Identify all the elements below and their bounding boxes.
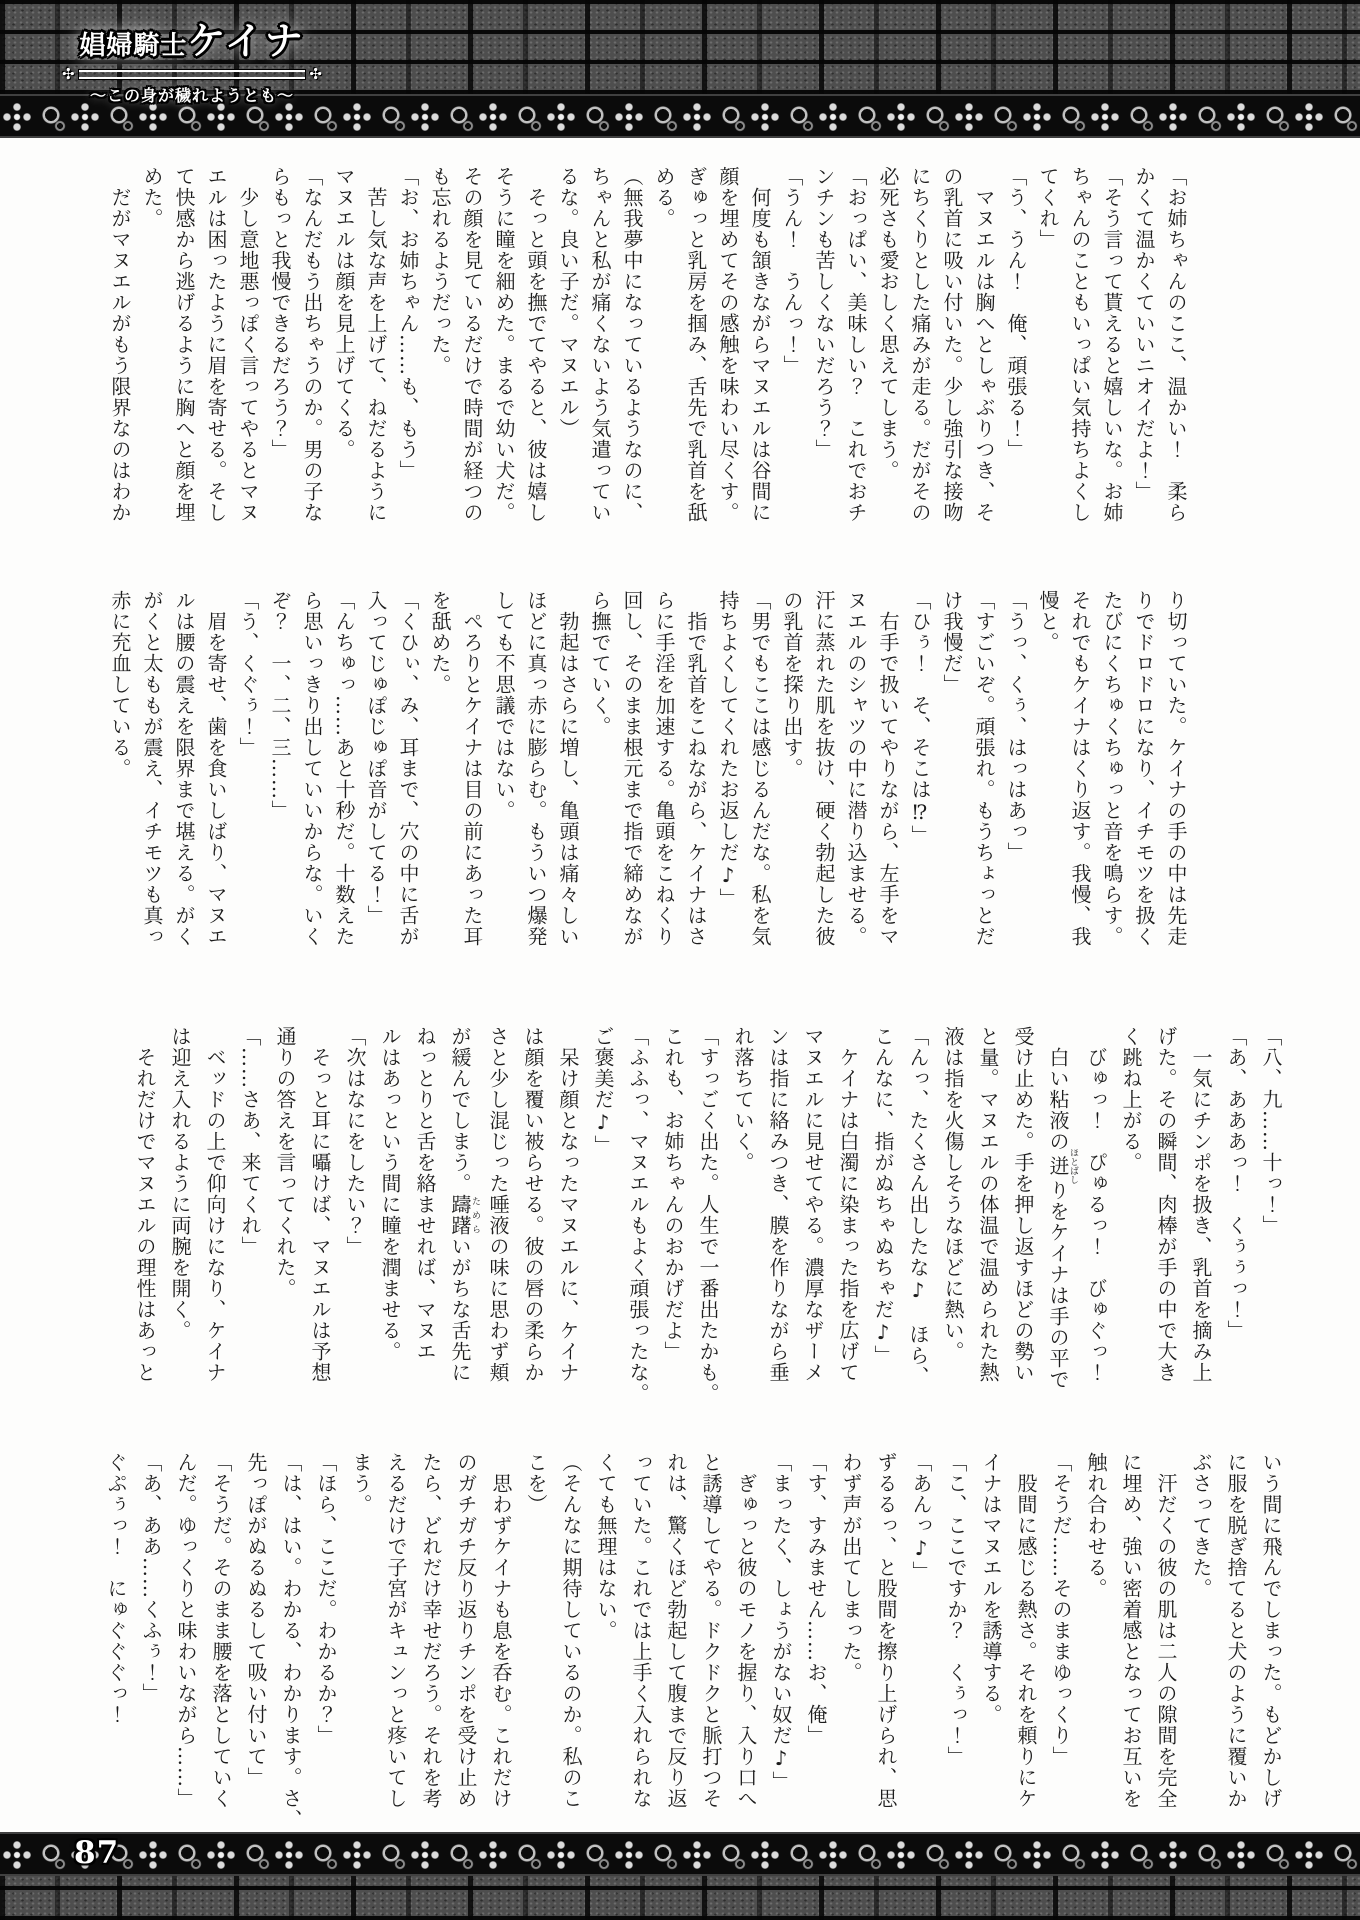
text-column: 「次はなにをしたい？」 — [343, 1026, 367, 1257]
text-column: 苦し気な声を上げて、ねだるように — [364, 166, 388, 523]
text-column: 「ふふっ、マヌエルもよく頑張ったな。 — [626, 1026, 650, 1404]
text-column: ぐぷぅっ！ にゅぐぐぐっ！ — [104, 1452, 128, 1725]
text-column: は迎え入れるように両腕を開く。 — [168, 1026, 192, 1341]
text-column: りでドロドロになり、イチモツを扱く — [1132, 590, 1156, 947]
text-column: 先っぽがぬるぬるして吸い付いて」 — [244, 1452, 268, 1788]
text-column: 「う、うん！ 俺、頑張る！」 — [1004, 166, 1028, 460]
text-column: こを） — [524, 1452, 548, 1515]
text-column: ちゃんのこともいっぱい気持ちよくし — [1068, 166, 1092, 523]
text-column: 少し意地悪っぽく言ってやるとマヌ — [236, 166, 260, 523]
text-column: マヌエルは顔を見上げてくる。 — [332, 166, 356, 460]
text-column: イナはマヌエルを誘導する。 — [979, 1452, 1003, 1725]
text-column: 汗だくの彼の肌は二人の隙間を完全 — [1154, 1452, 1178, 1809]
text-column: そうに瞳を細めた。まるで幼い犬だ。 — [492, 166, 516, 523]
title-divider — [62, 67, 322, 82]
text-column: 「んっ、たくさん出したな♪ ほら、 — [906, 1026, 930, 1387]
text-column: らに手淫を加速する。亀頭をこねくり — [652, 590, 676, 947]
text-column: れは、驚くほど勃起して腹まで反り返 — [664, 1452, 688, 1809]
text-column: そっと頭を撫でてやると、彼は嬉し — [524, 166, 548, 523]
text-column: ぺろりとケイナは目の前にあった耳 — [460, 590, 484, 947]
text-column: 液は指を火傷しそうなほどに熱い。 — [941, 1026, 965, 1362]
text-column: めた。 — [140, 166, 164, 229]
text-column: こんなに、指がぬちゃぬちゃだ♪」 — [871, 1026, 895, 1366]
text-column: マヌエルに見せてやる。濃厚なザーメ — [801, 1026, 825, 1383]
text-column: ら思いっきり出していいからな。いく — [300, 590, 324, 947]
text-band-3 — [127, 1026, 1288, 1442]
text-column: 「あ、あああっ！ くぅぅっ！」 — [1224, 1026, 1248, 1341]
text-column: ヌエルのシャツの中に潜り込ませる。 — [844, 590, 868, 947]
text-column: を舐めた。 — [428, 590, 452, 695]
text-column: 汗に蒸れた肌を抜け、硬く勃起した彼 — [812, 590, 836, 947]
text-column: 「すごいぞ。頑張れ。もうちょっとだ — [972, 590, 996, 947]
text-column: ケイナは白濁に染まった指を広げて — [836, 1026, 860, 1383]
text-column: 「すっごく出た。人生で一番出たかも。 — [696, 1026, 720, 1404]
text-column: かくて温かくていいニオイだよ！」 — [1132, 166, 1156, 502]
text-column: ぶさってきた。 — [1189, 1452, 1213, 1599]
text-column: 「は、はい。わかる、わかります。さ、 — [279, 1452, 303, 1830]
text-column: の乳首に吸い付いた。少し強引な接吻 — [940, 166, 964, 523]
text-column: たびにくちゅくちゅっと音を鳴らす。 — [1100, 590, 1124, 947]
text-column: 「んちゅっ……あと十秒だ。十数えた — [332, 590, 356, 947]
text-column: 「まったく、しょうがない奴だ♪」 — [769, 1452, 793, 1792]
text-column: 受け止めた。手を押し返すほどの勢い — [1011, 1026, 1035, 1383]
ornamental-border-bottom — [0, 1832, 1360, 1876]
text-column: 「うっ、くぅ、はっはあっ」 — [1004, 590, 1028, 863]
text-column: める。 — [652, 166, 676, 229]
text-column: け我慢だ」 — [940, 590, 964, 695]
divider-line — [79, 70, 306, 79]
text-column: これも、お姉ちゃんのおかげだよ」 — [661, 1026, 685, 1362]
text-column: 股間に感じる熱さ。それを頼りにケ — [1014, 1452, 1038, 1809]
text-column: マヌエルは胸へとしゃぶりつき、そ — [972, 166, 996, 523]
text-column: まう。 — [349, 1452, 373, 1515]
text-column: 「お姉ちゃんのここ、温かい！ 柔ら — [1164, 166, 1188, 523]
text-column: のガチガチ反り返りチンポを受け止め — [454, 1452, 478, 1809]
text-column: 「う、くぐぅ！」 — [236, 590, 260, 758]
text-column: 「おっぱい、美味しい？ これでおチ — [844, 166, 868, 523]
text-column: 「す、すみません……お、俺」 — [804, 1452, 828, 1746]
text-column: ら撫でていく。 — [588, 590, 612, 737]
text-column: んだ。ゆっくりと味わいながら……」 — [174, 1452, 198, 1809]
text-column: えるだけで子宮がキュンっと疼いてし — [384, 1452, 408, 1809]
text-column: ンチンも苦しくないだろう？」 — [812, 166, 836, 460]
text-column: 指で乳首をこねながら、ケイナはさ — [684, 590, 708, 947]
text-column: ルはあっという間に瞳を潤ませる。 — [378, 1026, 402, 1362]
text-column: ぞ？ 一、二、三……」 — [268, 590, 292, 821]
text-column: り切っていた。ケイナの手の中は先走 — [1164, 590, 1188, 947]
text-column: 「ほら、ここだ。わかるか？」 — [314, 1452, 338, 1746]
text-column: に服を脱ぎ捨てると犬のように覆いか — [1224, 1452, 1248, 1809]
text-column: れ落ちていく。 — [731, 1026, 755, 1173]
text-band-1 — [104, 166, 1192, 550]
text-column: 「そうだ。そのまま腰を落としていく — [209, 1452, 233, 1809]
text-column: 呆け顔となったマヌエルに、ケイナ — [556, 1026, 580, 1383]
text-band-2 — [104, 590, 1192, 976]
text-column: 必死さも愛おしく思えてしまう。 — [876, 166, 900, 481]
text-column: だがマヌエルがもう限界なのはわか — [108, 166, 132, 523]
page-subtitle: 〜この身が穢れようとも〜 — [89, 86, 294, 105]
text-column: 「男でもここは感じるんだな。私を気 — [748, 590, 772, 947]
text-column: っていた。これでは上手く入れられな — [629, 1452, 653, 1809]
title-block — [62, 10, 322, 106]
text-column: 持ちよくしてくれたお返しだ♪」 — [716, 590, 740, 909]
text-column: そっと耳に囁けば、マヌエルは予想 — [308, 1026, 332, 1383]
text-column: 回し、そのまま根元まで指で締めなが — [620, 590, 644, 947]
text-column: てくれ」 — [1036, 166, 1060, 250]
text-column: 「くひぃ、み、耳まで、穴の中に舌が — [396, 590, 420, 947]
text-column: は顔を覆い被らせる。彼の唇の柔らか — [521, 1026, 545, 1383]
text-column: 入ってじゅぽじゅぽ音がしてる！」 — [364, 590, 388, 926]
text-column: たら、どれだけ幸せだろう。それを考 — [419, 1452, 443, 1809]
text-column: エルは困ったように眉を寄せる。そし — [204, 166, 228, 523]
text-column: 顔を埋めてその感触を味わい尽くす。 — [716, 166, 740, 523]
text-column: く跳ね上がる。 — [1119, 1026, 1143, 1173]
text-column: 白い粘液の迸ほとばしりをケイナは手の平で — [1046, 1026, 1078, 1390]
text-column: ぎゅっと彼のモノを握り、入り口へ — [734, 1452, 758, 1809]
text-column: 思わずケイナも息を呑む。これだけ — [489, 1452, 513, 1809]
text-column: 「八、九……十っ！」 — [1259, 1026, 1283, 1236]
text-column: ご褒美だ♪」 — [591, 1026, 615, 1156]
text-column: それでもケイナはくり返す。我慢、我 — [1068, 590, 1092, 947]
text-column: と誘導してやる。ドクドクと脈打つそ — [699, 1452, 723, 1809]
text-column: ほどに真っ赤に膨らむ。もういつ爆発 — [524, 590, 548, 947]
text-column: 「そう言って貰えると嬉しいな。お姉 — [1100, 166, 1124, 523]
text-column: 「そうだ……そのままゆっくり」 — [1049, 1452, 1073, 1767]
text-column: ベッドの上で仰向けになり、ケイナ — [203, 1026, 227, 1383]
text-column: ぎゅっと乳房を掴み、舌先で乳首を舐 — [684, 166, 708, 523]
text-column: 右手で扱いてやりながら、左手をマ — [876, 590, 900, 947]
text-column: 赤に充血している。 — [108, 590, 132, 779]
text-column: ねっとりと舌を絡ませれば、マヌエ — [413, 1026, 437, 1362]
page-number: 87 — [74, 1835, 120, 1871]
title-prefix: 娼婦騎士 — [79, 31, 188, 61]
text-column: 眉を寄せ、歯を食いしばり、マヌエ — [204, 590, 228, 947]
text-column: 「うん！ うんっ！」 — [780, 166, 804, 376]
text-column: ちゃんと私が痛くないよう気遣ってい — [588, 166, 612, 523]
text-column: ずるるっ、と股間を擦り上げられ、思 — [874, 1452, 898, 1809]
text-column: それだけでマヌエルの理性はあっと — [133, 1026, 157, 1383]
text-column: 「お、お姉ちゃん……も、もう」 — [396, 166, 420, 481]
text-column: 何度も頷きながらマヌエルは谷間に — [748, 166, 772, 523]
text-column: げた。その瞬間、肉棒が手の中で大き — [1154, 1026, 1178, 1383]
text-column: 「あんっ♪」 — [909, 1452, 933, 1582]
text-column: に埋め、強い密着感となってお互いを — [1119, 1452, 1143, 1809]
title-name: ケイナ — [187, 18, 305, 63]
text-column: しても不思議ではない。 — [492, 590, 516, 821]
text-band-4 — [98, 1452, 1288, 1832]
text-column: 慢と。 — [1036, 590, 1060, 653]
text-column: の乳首を探り出す。 — [780, 590, 804, 779]
text-column: 「……さあ、来てくれ」 — [238, 1026, 262, 1257]
page-title — [62, 10, 322, 65]
text-column: と量。マヌエルの体温で温められた熱 — [976, 1026, 1000, 1383]
text-column: 「あ、ああ……くふぅ！」 — [139, 1452, 163, 1704]
text-column: 勃起はさらに増し、亀頭は痛々しい — [556, 590, 580, 947]
text-column: も忘れるようだった。 — [428, 166, 452, 376]
text-column: るな。良い子だ。マヌエル） — [556, 166, 580, 439]
text-column: がくと太ももが震え、イチモツも真っ — [140, 590, 164, 947]
text-column: さと少し混じった唾液の味に思わず頬 — [486, 1026, 510, 1383]
text-column: その顔を見ているだけで時間が経つの — [460, 166, 484, 523]
text-column: わず声が出てしまった。 — [839, 1452, 863, 1683]
text-column: らもっと我慢できるだろう？」 — [268, 166, 292, 460]
fleuron-icon: ✣ — [62, 65, 75, 83]
text-column: 一気にチンポを扱き、乳首を摘み上 — [1189, 1026, 1213, 1383]
text-column: ルは腰の震えを限界まで堪える。がく — [172, 590, 196, 947]
text-column: が緩んでしまう。躊躇ためらいがちな舌先に — [448, 1026, 480, 1383]
footer-brick-band — [0, 1876, 1360, 1920]
text-column: （無我夢中になっているようなのに、 — [620, 166, 644, 523]
text-column: 通りの答えを言ってくれた。 — [273, 1026, 297, 1299]
text-column: 「なんだもう出ちゃうのか。男の子な — [300, 166, 324, 523]
text-column: 「こ、ここですか？ くぅっ！」 — [944, 1452, 968, 1767]
text-column: いう間に飛んでしまった。もどかしげ — [1259, 1452, 1283, 1809]
fleuron-icon: ✣ — [309, 65, 322, 83]
text-column: びゅっ！ ぴゅるっ！ びゅぐっ！ — [1084, 1026, 1108, 1383]
text-column: 触れ合わせる。 — [1084, 1452, 1108, 1599]
text-column: （そんなに期待しているのか。私のこ — [559, 1452, 583, 1809]
text-column: て快感から逃げるように胸へと顔を埋 — [172, 166, 196, 523]
text-column: 「ひぅ！ そ、そこは⁉」 — [908, 590, 932, 846]
text-column: ンは指に絡みつき、膜を作りながら垂 — [766, 1026, 790, 1383]
text-column: にちくりとした痛みが走る。だがその — [908, 166, 932, 523]
text-column: くても無理はない。 — [594, 1452, 618, 1641]
